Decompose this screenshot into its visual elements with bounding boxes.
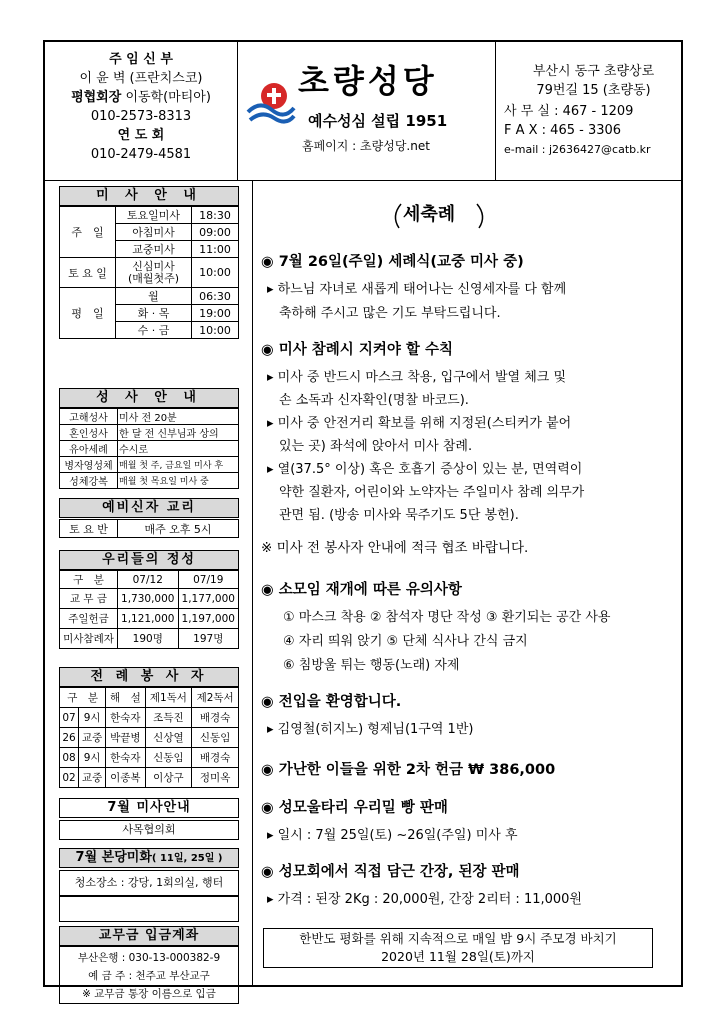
address-line1: 부산시 동구 초량상로 [532,64,655,79]
servers-header: 구 분 [60,688,106,708]
item-line: ▸ 하느님 자녀로 새롭게 태어나는 신영세자를 다 함께 [267,282,567,297]
servers-cell: 박끝병 [106,728,145,748]
sacrament-value: 한 달 전 신부님과 상의 [118,425,239,441]
sacrament-value: 수시로 [118,441,239,457]
july-meeting-title-text: 7월 본당미화 [75,850,152,865]
servers-title: 전 례 봉 사 자 [59,667,239,687]
item-line: 있는 곳) 좌석에 앉아서 미사 참례. [279,439,473,454]
item-line: ▸ 열(37.5° 이상) 혹은 호흡기 증상이 있는 분, 면역력이 [267,462,583,477]
mass-time: 11:00 [192,241,239,258]
mass-name: 신심미사 (매월첫주) [116,258,192,288]
sacrament-key: 혼인성사 [60,425,118,441]
servers-cell: 9시 [79,708,106,728]
offering-cell: 1,177,000 [178,589,239,609]
servers-date: 07 [60,708,79,728]
item-line: ▸ 일시 : 7월 25일(토) ~26일(주일) 미사 후 [267,828,518,843]
servers-header: 제2독서 [192,688,239,708]
catechumen-table [59,519,239,538]
july-mass-line: 사목협의회 [59,820,239,840]
item-line: ▸ 김영철(히지노) 형제님(1구역 1반) [267,722,474,737]
offering-cell: 1,197,000 [178,609,239,629]
offering-cell: 190명 [118,629,179,649]
mass-time: 06:30 [192,288,239,305]
church-name: 초량성당 [298,62,438,100]
mass-name: 토요일미사 [116,207,192,224]
item-line: ⑥ 침방울 튀는 행동(노래) 자제 [283,658,460,673]
pastor-title: 주 임 신 부 [109,52,173,67]
item-welcome-title: ◉ 전입을 환영합니다. [261,694,402,710]
servers-cell: 교중 [79,768,106,788]
mass-name: 수 · 금 [116,322,192,339]
servers-cell: 신상열 [145,728,192,748]
servers-cell: 배경숙 [192,748,239,768]
account-bank: 부산은행 : 030-13-000382-9 [77,952,221,964]
mass-name: 아침미사 [116,224,192,241]
laurel-icon [389,198,489,232]
council-phone: 010-2573-8313 [90,109,192,124]
mass-day: 주 일 [60,207,116,258]
servers-cell: 9시 [79,748,106,768]
offering-header: 07/12 [118,571,179,589]
item-line: 약한 질환자, 어린이와 노약자는 주일미사 참례 의무가 [279,485,585,500]
peace-prayer-notice [263,928,653,968]
servers-table [59,687,239,788]
item-rules-title: ◉ 미사 참례시 지켜야 할 수칙 [261,342,453,358]
servers-date: 02 [60,768,79,788]
celebration-banner: 세축례 [403,204,456,225]
sacrament-table [59,408,239,489]
item-line: ① 마스크 착용 ② 참석자 명단 작성 ③ 환기되는 공간 사용 [283,610,611,625]
item-line: ▸ 미사 중 반드시 마스크 착용, 입구에서 발열 체크 및 [267,370,567,385]
mass-name: 화 · 목 [116,305,192,322]
july-meeting-title [59,848,239,868]
homepage: 홈페이지 : 초량성당.net [302,139,430,153]
sacrament-key: 성체강복 [60,473,118,489]
council-name: 이동학(마티아) [125,90,211,105]
mass-table [59,206,239,339]
item-line: ④ 자리 띄워 앉기 ⑤ 단체 식사나 간식 금지 [283,634,528,649]
mass-name: 교중미사 [116,241,192,258]
servers-date: 26 [60,728,79,748]
servers-cell: 이상구 [145,768,192,788]
servers-cell: 조득진 [145,708,192,728]
catechumen-title: 예비신자 교리 [59,498,239,518]
notice-line2: 2020년 11월 28일(토)까지 [381,949,535,964]
item-line: ▸ 가격 : 된장 2Kg : 20,000원, 간장 2리터 : 11,000원 [267,892,582,907]
item-bread-title: ◉ 성모울타리 우리밀 빵 판매 [261,800,448,816]
church-logo-icon [246,78,296,128]
mass-title: 미 사 안 내 [59,186,239,206]
offering-table [59,570,239,649]
servers-cell: 한숙자 [106,748,145,768]
sacrament-title: 성 사 안 내 [59,388,239,408]
address-line2: 79번길 15 (초량동) [536,83,651,98]
dedication: 예수성심 설립 1951 [308,112,448,130]
empty-box [59,896,239,922]
mass-time: 10:00 [192,322,239,339]
mass-day: 평 일 [60,288,116,339]
mass-time: 10:00 [192,258,239,288]
catechumen-day: 토 요 반 [60,520,118,538]
header-contacts [45,42,238,180]
servers-cell: 한숙자 [106,708,145,728]
bulletin-frame [43,40,683,1000]
july-meeting-title-small: ( 11일, 25일 ) [151,853,223,864]
fax: F A X : 465 - 3306 [504,123,622,138]
servers-cell: 신동임 [145,748,192,768]
servers-header: 제1독서 [145,688,192,708]
account-holder: 예 금 주 : 천주교 부산교구 [88,970,210,982]
item-volunteer-note: ※ 미사 전 봉사자 안내에 적극 협조 바랍니다. [261,540,529,556]
account-box [59,946,239,1004]
july-mass-title: 7월 미사안내 [59,798,239,818]
servers-cell: 신동임 [192,728,239,748]
offering-cell: 1,730,000 [118,589,179,609]
servers-cell: 배경숙 [192,708,239,728]
catechumen-time: 매주 오후 5시 [118,520,239,538]
sacrament-key: 고해성사 [60,409,118,425]
item-line: 관면 됨. (방송 미사와 묵주기도 5단 봉헌). [279,508,519,523]
offering-header: 07/19 [178,571,239,589]
servers-cell: 교중 [79,728,106,748]
youth-label: 연 도 회 [117,128,165,143]
offering-cell: 1,121,000 [118,609,179,629]
account-note: ※ 교무금 통장 이름으로 입금 [82,988,216,1000]
pastor-name: 이 윤 벽 (프란치스코) [79,71,203,86]
item-line: 손 소독과 신자확인(명찰 바코드). [279,393,469,408]
offering-cell: 교 무 금 [60,589,118,609]
mass-name: 월 [116,288,192,305]
email: e-mail : j2636427@catb.kr [504,143,651,156]
account-title: 교무금 입금계좌 [59,926,239,946]
item-line: ▸ 미사 중 안전거리 확보를 위해 지정된(스티커가 붙어 [267,416,572,431]
servers-date: 08 [60,748,79,768]
sacrament-key: 유아세례 [60,441,118,457]
offering-cell: 미사참례자 [60,629,118,649]
item-smallgroup-title: ◉ 소모임 재개에 따른 유의사항 [261,582,462,598]
office-phone: 사 무 실 : 467 - 1209 [504,104,634,119]
mass-time: 09:00 [192,224,239,241]
servers-cell: 정미옥 [192,768,239,788]
item-soy-title: ◉ 성모회에서 직접 담근 간장, 된장 판매 [261,864,520,880]
header-address [496,42,683,180]
mass-time: 18:30 [192,207,239,224]
sacrament-value: 매월 첫 주, 금요일 미사 후 [118,457,239,473]
sacrament-key: 병자영성체 [60,457,118,473]
servers-cell: 이종복 [106,768,145,788]
sacrament-value: 매월 첫 목요일 미사 중 [118,473,239,489]
item-collection-title: ◉ 가난한 이들을 위한 2차 헌금 ₩ 386,000 [261,762,556,778]
council-label: 평협회장 [71,90,122,105]
sacrament-value: 미사 전 20분 [118,409,239,425]
item-baptism-title: ◉ 7월 26일(주일) 세례식(교중 미사 중) [261,254,524,270]
july-meeting-line: 청소장소 : 강당, 1회의실, 행터 [59,870,239,896]
notice-line1: 한반도 평화를 위해 지속적으로 매일 밤 9시 주모경 바치기 [299,931,617,946]
mass-day: 토 요 일 [60,258,116,288]
left-column [45,180,253,1000]
offering-cell: 197명 [178,629,239,649]
servers-header: 해 설 [106,688,145,708]
mass-time: 19:00 [192,305,239,322]
offering-title: 우리들의 정성 [59,550,239,570]
offering-cell: 주일헌금 [60,609,118,629]
offering-header: 구 분 [60,571,118,589]
youth-phone: 010-2479-4581 [90,147,192,162]
header-title-area [238,42,496,180]
item-line: 축하해 주시고 많은 기도 부탁드립니다. [279,306,501,321]
